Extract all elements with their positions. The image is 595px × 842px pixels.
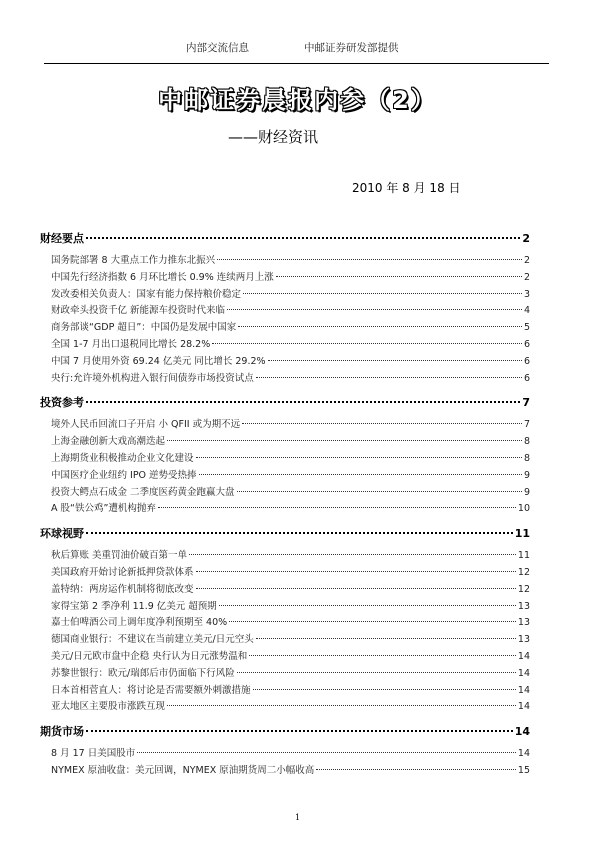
toc-section-heading[interactable] [40,723,530,739]
toc-entry[interactable] [51,252,530,269]
header-left-text: 内部交流信息 [186,42,249,54]
dot-leader [196,571,516,572]
entry-page: 3 [523,288,530,300]
dot-leader [137,752,516,753]
section-title: 财经要点 [40,232,84,245]
table-of-contents [40,230,530,779]
entry-title: 投资大鳄点石成金 二季度医药黄金跑赢大盘 [51,486,235,498]
dot-leader [167,705,516,706]
dot-leader [238,326,522,327]
document-date: 2010 年 8 月 18 日 [352,181,461,195]
dot-leader [86,730,513,732]
section-page: 7 [522,396,530,410]
toc-entry[interactable] [51,631,530,648]
entry-page: 2 [523,255,530,266]
entry-page: 14 [517,650,530,662]
dot-leader [253,689,516,690]
entry-title: 商务部谈“GDP 超日”：中国仍是发展中国家 [51,322,237,334]
dot-leader [212,343,522,344]
entry-title: 财政牵头投资千亿 新能源车投资时代来临 [51,305,226,317]
entry-page: 10 [517,503,530,515]
dot-leader [86,532,513,534]
dot-leader [158,507,516,508]
entry-page: 14 [517,701,530,713]
entry-title: 发改委相关负责人：国家有能力保持粮价稳定 [51,288,242,300]
toc-entry[interactable] [51,598,530,615]
toc-entry[interactable] [51,484,530,501]
entry-page: 13 [517,600,530,612]
toc-section-heading[interactable] [40,394,530,410]
entry-title: 央行:允许境外机构进入银行间债券市场投资试点 [51,372,254,384]
dot-leader [237,491,522,492]
toc-entry[interactable] [51,269,530,286]
toc-section-heading[interactable] [40,525,530,541]
toc-entry[interactable] [51,762,530,779]
entry-page: 11 [517,550,530,562]
toc-entry[interactable] [51,614,530,631]
dot-leader [268,360,522,361]
toc-entry[interactable] [51,648,530,665]
toc-entry[interactable] [51,467,530,484]
entry-page: 6 [523,372,530,384]
toc-entry[interactable] [51,547,530,564]
entry-title: 美国政府开始讨论新抵押贷款体系 [51,566,194,578]
toc-entry[interactable] [51,745,530,762]
dot-leader [189,554,516,555]
section-title: 投资参考 [40,396,84,410]
dot-leader [229,621,516,622]
dot-leader [86,401,520,403]
entry-page: 13 [517,617,530,629]
toc-entry[interactable] [51,682,530,699]
entry-page: 4 [523,305,530,317]
dot-leader [237,672,516,673]
entry-page: 9 [523,469,530,481]
dot-leader [167,440,522,441]
toc-entry[interactable] [51,336,530,353]
entry-page: 14 [517,748,530,760]
toc-entry[interactable] [51,581,530,598]
dot-leader [86,237,520,239]
entry-title: 中国医疗企业纽约 IPO 逆势受热捧 [51,469,197,481]
dot-leader [256,638,516,639]
entry-title: 德国商业银行：不建议在当前建立美元/日元空头 [51,634,254,646]
entry-title: 国务院部署 8 大重点工作力推东北振兴 [51,255,216,266]
entry-title: 日本首相菅直人：将讨论是否需要额外刺激措施 [51,684,251,696]
entry-title: 中国先行经济指数 6 月环比增长 0.9% 连续两月上涨 [51,271,274,283]
entry-title: 8 月 17 日美国股市 [51,748,136,760]
dot-leader [199,474,522,475]
dot-leader [276,276,522,277]
entry-page: 5 [523,322,530,334]
toc-entry[interactable] [51,698,530,715]
entry-title: 苏黎世银行：欧元/瑞郎后市仍面临下行风险 [51,667,235,679]
toc-entry[interactable] [51,564,530,581]
entry-page: 9 [523,486,530,498]
header-right-text: 中邮证券研发部提供 [304,42,399,54]
entry-title: 上海金融创新大戏高潮迭起 [51,436,166,448]
entry-title: A 股“铁公鸡”遭机构抛弃 [51,503,156,515]
entry-page: 14 [517,684,530,696]
dot-leader [217,259,522,260]
dot-leader [243,293,522,294]
entry-title: 秋后算账 美重罚油价破百第一单 [51,550,188,562]
entry-title: 境外人民币回流口子开启 小 QFII 或为期不远 [51,419,241,431]
dot-leader [249,655,516,656]
entry-page: 12 [517,566,530,578]
section-page: 14 [514,725,530,739]
entry-title: 中国 7 月使用外资 69.24 亿美元 同比增长 29.2% [51,355,266,367]
toc-entry[interactable] [51,302,530,319]
section-title: 环球视野 [40,527,84,541]
toc-section-heading[interactable] [40,230,530,246]
toc-entry[interactable] [51,416,530,433]
toc-entry[interactable] [51,500,530,517]
section-page: 11 [514,527,530,541]
document-title: 中邮证券晨报内参（2） [158,86,437,114]
page-number: 1 [294,813,301,822]
entry-title: 上海期货业积极推动企业文化建设 [51,452,194,464]
dot-leader [219,605,516,606]
toc-entry[interactable] [51,319,530,336]
entry-title: 盖特纳：两房运作机制将彻底改变 [51,583,194,595]
entry-page: 12 [517,583,530,595]
dot-leader [256,377,522,378]
dot-leader [242,423,522,424]
entry-page: 7 [523,419,530,431]
entry-page: 14 [517,667,530,679]
toc-entry[interactable] [51,665,530,682]
entry-page: 8 [523,452,530,464]
entry-title: NYMEX 原油收盘：美元回调，NYMEX 原油期货周二小幅收高 [51,764,315,776]
entry-page: 6 [523,338,530,350]
toc-entry[interactable] [51,433,530,450]
dot-leader [196,588,516,589]
entry-page: 6 [523,355,530,367]
toc-entry[interactable] [51,370,530,387]
entry-page: 2 [523,271,530,283]
entry-title: 家得宝第 2 季净利 11.9 亿美元 超预期 [51,600,217,612]
dot-leader [227,309,522,310]
dot-leader [196,457,522,458]
entry-page: 8 [523,436,530,448]
entry-title: 嘉士伯啤酒公司上调年度净利预期至 40% [51,617,228,629]
toc-entry[interactable] [51,286,530,303]
entry-page: 15 [517,764,530,776]
toc-entry[interactable] [51,450,530,467]
document-subtitle: ——财经资讯 [228,128,319,146]
section-page: 2 [522,232,530,245]
dot-leader [316,769,516,770]
entry-title: 美元/日元欧市盘中企稳 央行认为日元涨势温和 [51,650,248,662]
entry-page: 13 [517,634,530,646]
section-title: 期货市场 [40,725,84,739]
toc-entry[interactable] [51,353,530,370]
entry-title: 亚太地区主要股市涨跌互现 [51,701,166,713]
entry-title: 全国 1-7 月出口退税同比增长 28.2% [51,338,211,350]
header-rule [44,11,549,64]
